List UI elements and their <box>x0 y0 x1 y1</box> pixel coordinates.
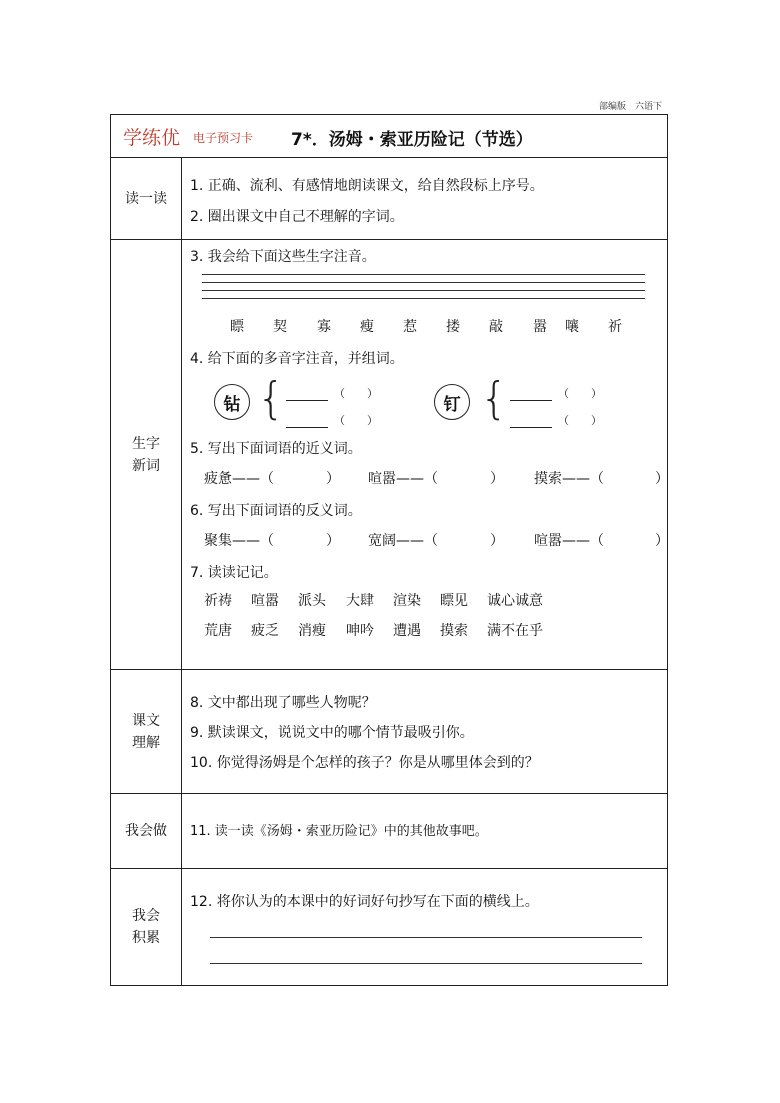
antonym-item: 聚集——（ <box>204 533 274 549</box>
vocab-word: 荒唐 <box>204 623 232 639</box>
question-5: 5. 写出下面词语的近义词。 <box>190 441 362 457</box>
vocab-word: 祈祷 <box>204 593 232 609</box>
section-chars <box>111 240 667 670</box>
char-2: 契 <box>273 319 287 335</box>
question-11: 11. 读一读《汤姆・索亚历险记》中的其他故事吧。 <box>190 824 488 839</box>
section-label-do: 我会做 <box>111 794 182 868</box>
answer-blank <box>286 400 328 401</box>
vocab-word: 诚心诚意 <box>487 593 543 609</box>
brand-name: 学练优 <box>123 127 181 149</box>
vocab-word: 疲乏 <box>251 623 279 639</box>
section-understand <box>111 670 667 794</box>
synonym-item: 疲惫——（ <box>204 471 274 487</box>
question-10: 10. 你觉得汤姆是个怎样的孩子？你是从哪里体会到的？ <box>190 755 539 771</box>
writing-line[interactable] <box>210 963 642 964</box>
char-6: 搂 <box>446 319 460 335</box>
vocab-word: 瞟见 <box>440 593 468 609</box>
section-label-understand: 课文 理解 <box>111 670 182 793</box>
question-12: 12. 将你认为的本课中的好词好句抄写在下面的横线上。 <box>190 894 539 910</box>
answer-blank <box>510 427 552 428</box>
answer-paren: （ ） <box>334 387 378 400</box>
section-label-chars: 生字 新词 <box>111 240 182 669</box>
question-9: 9. 默读课文，说说文中的哪个情节最吸引你。 <box>190 725 474 741</box>
paren-close: ） <box>655 471 669 487</box>
polyphone-char-1: 钻 <box>214 384 250 420</box>
char-5: 惹 <box>403 319 417 335</box>
char-10: 祈 <box>608 319 622 335</box>
brace-icon: { <box>480 373 508 424</box>
vocab-word: 满不在乎 <box>487 623 543 639</box>
vocab-word: 喧嚣 <box>251 593 279 609</box>
vocab-word: 渲染 <box>393 593 421 609</box>
section-read <box>111 158 667 240</box>
pinyin-line <box>202 290 645 291</box>
section-do <box>111 794 667 869</box>
paren-close: ） <box>490 533 504 549</box>
vocab-word: 遭遇 <box>393 623 421 639</box>
preview-card <box>110 114 668 986</box>
section-label-read: 读一读 <box>111 158 182 239</box>
vocab-word: 呻吟 <box>346 623 374 639</box>
writing-line[interactable] <box>210 937 642 938</box>
paren-close: ） <box>490 471 504 487</box>
char-7: 敲 <box>489 319 503 335</box>
synonym-item: 摸索——（ <box>534 471 604 487</box>
question-6: 6. 写出下面词语的反义词。 <box>190 503 362 519</box>
antonym-item: 宽阔——（ <box>368 533 438 549</box>
paren-close: ） <box>326 471 340 487</box>
synonym-item: 喧嚣——（ <box>368 471 438 487</box>
answer-paren: （ ） <box>334 414 378 427</box>
question-8: 8. 文中都出现了哪些人物呢？ <box>190 695 376 711</box>
char-8: 嚣 <box>533 319 547 335</box>
question-7: 7. 读读记记。 <box>190 565 278 581</box>
paren-close: ） <box>326 533 340 549</box>
vocab-word: 大肆 <box>346 593 374 609</box>
answer-blank <box>286 427 328 428</box>
vocab-word: 消瘦 <box>298 623 326 639</box>
answer-blank <box>510 400 552 401</box>
section-label-accum: 我会 积累 <box>111 869 182 985</box>
answer-paren: （ ） <box>558 387 602 400</box>
card-header <box>111 115 667 158</box>
vocab-word: 摸索 <box>440 623 468 639</box>
paren-close: ） <box>655 533 669 549</box>
question-2: 2. 圈出课文中自己不理解的字词。 <box>190 209 404 225</box>
polyphone-char-2: 钉 <box>434 384 470 420</box>
pinyin-line <box>202 282 645 283</box>
pinyin-line <box>202 274 645 275</box>
antonym-item: 喧嚣——（ <box>534 533 604 549</box>
edition-label: 部编版 六语下 <box>598 102 662 112</box>
answer-paren: （ ） <box>558 414 602 427</box>
brace-icon: { <box>257 373 285 424</box>
question-3: 3. 我会给下面这些生字注音。 <box>190 249 376 265</box>
vocab-word: 派头 <box>298 593 326 609</box>
question-4: 4. 给下面的多音字注音，并组词。 <box>190 351 404 367</box>
char-1: 瞟 <box>230 319 244 335</box>
chars-content <box>182 240 667 669</box>
char-4: 瘦 <box>360 319 374 335</box>
char-9: 嚷 <box>565 319 579 335</box>
pinyin-line <box>202 298 645 299</box>
lesson-title: 7*．汤姆・索亚历险记（节选） <box>291 130 533 150</box>
char-3: 寡 <box>317 319 331 335</box>
section-accum <box>111 869 667 985</box>
question-1: 1. 正确、流利、有感情地朗读课文，给自然段标上序号。 <box>190 178 544 194</box>
card-subtitle: 电子预习卡 <box>193 131 254 145</box>
